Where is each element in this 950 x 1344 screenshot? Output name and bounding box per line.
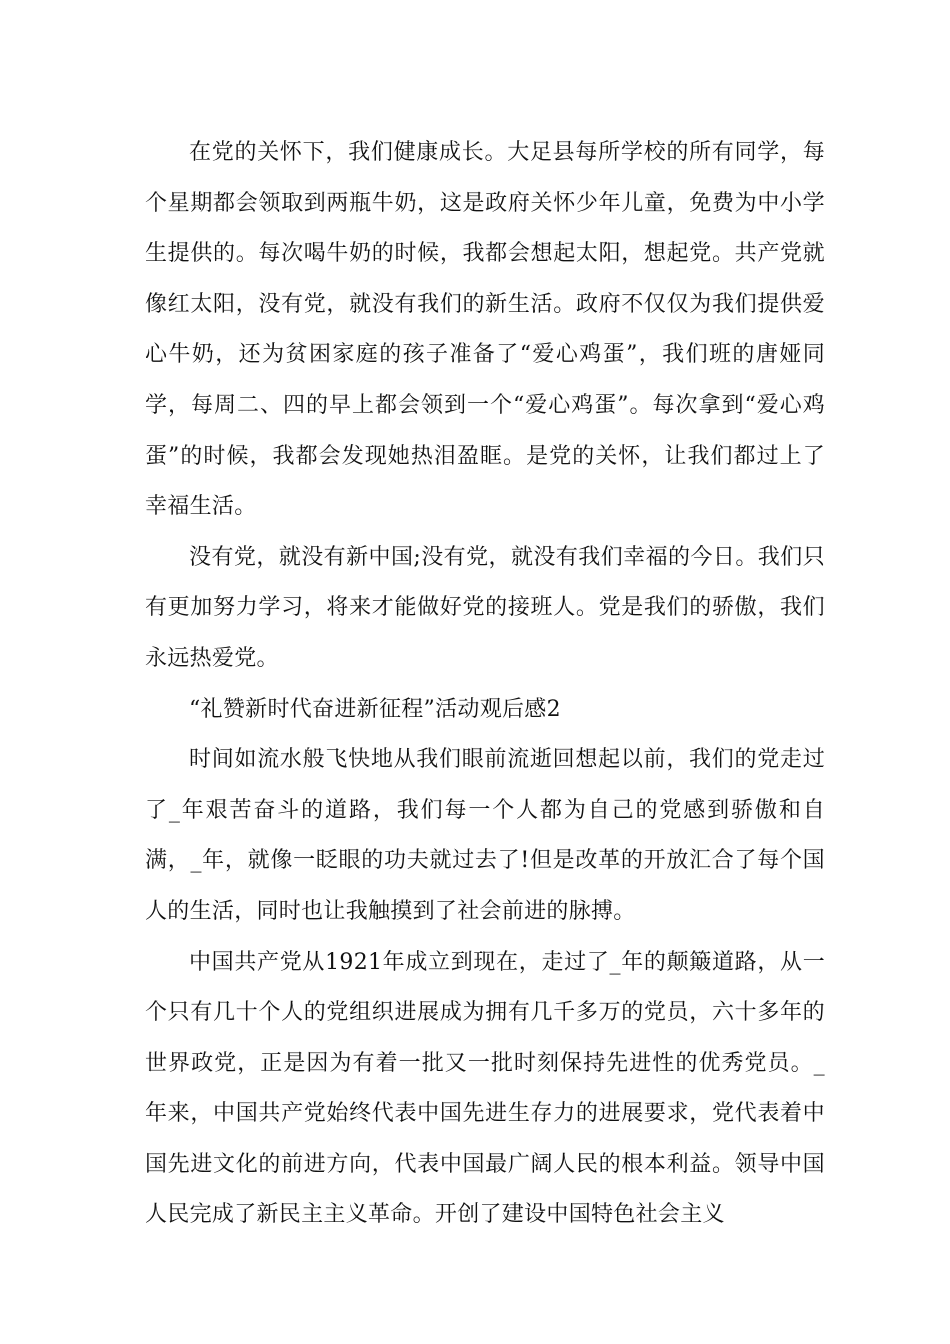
paragraph-time-flows: 时间如流水般飞快地从我们眼前流逝回想起以前，我们的党走过了_年艰苦奋斗的道路，我们每一个人都为自己的党感到骄傲和自满，_年，就像一眨眼的功夫就过去了!但是改革的开放汇合了每个国人的生活，同时也让我触摸到了社会前进的脉搏。	[145, 747, 825, 924]
paragraph-milk-and-eggs: 在党的关怀下，我们健康成长。大足县每所学校的所有同学，每个星期都会领取到两瓶牛奶，这是政府关怀少年儿童，免费为中小学生提供的。每次喝牛奶的时候，我都会想起太阳，想起党。共产党就像红太阳，没有党，就没有我们的新生活。政府不仅仅为我们提供爱心牛奶，还为贫困家庭的孩子准备了“爱心鸡蛋”，我们班的唐娅同学，每周二、四的早上都会领到一个“爱心鸡蛋”。每次拿到“爱心鸡蛋”的时候，我都会发现她热泪盈眶。是党的关怀，让我们都过上了幸福生活。	[145, 140, 825, 520]
paragraph-party-history: 中国共产党从1921年成立到现在，走过了_年的颠簸道路，从一个只有几十个人的党组织进展成为拥有几千多万的党员，六十多年的世界政党，正是因为有着一批又一批时刻保持先进性的优秀党员。_年来，中国共产党始终代表中国先进生存力的进展要求，党代表着中国先进文化的前进方向，代表中国最广阔人民的根本利益。领导中国人民完成了新民主主义革命。开创了建设中国特色社会主义	[145, 949, 825, 1228]
paragraph-no-party-no-new-china: 没有党，就没有新中国;没有党，就没有我们幸福的今日。我们只有更加努力学习，将来才能做好党的接班人。党是我们的骄傲，我们永远热爱党。	[145, 544, 825, 671]
document-body	[145, 128, 825, 1241]
section-heading: “礼赞新时代奋进新征程”活动观后感2	[189, 696, 561, 722]
